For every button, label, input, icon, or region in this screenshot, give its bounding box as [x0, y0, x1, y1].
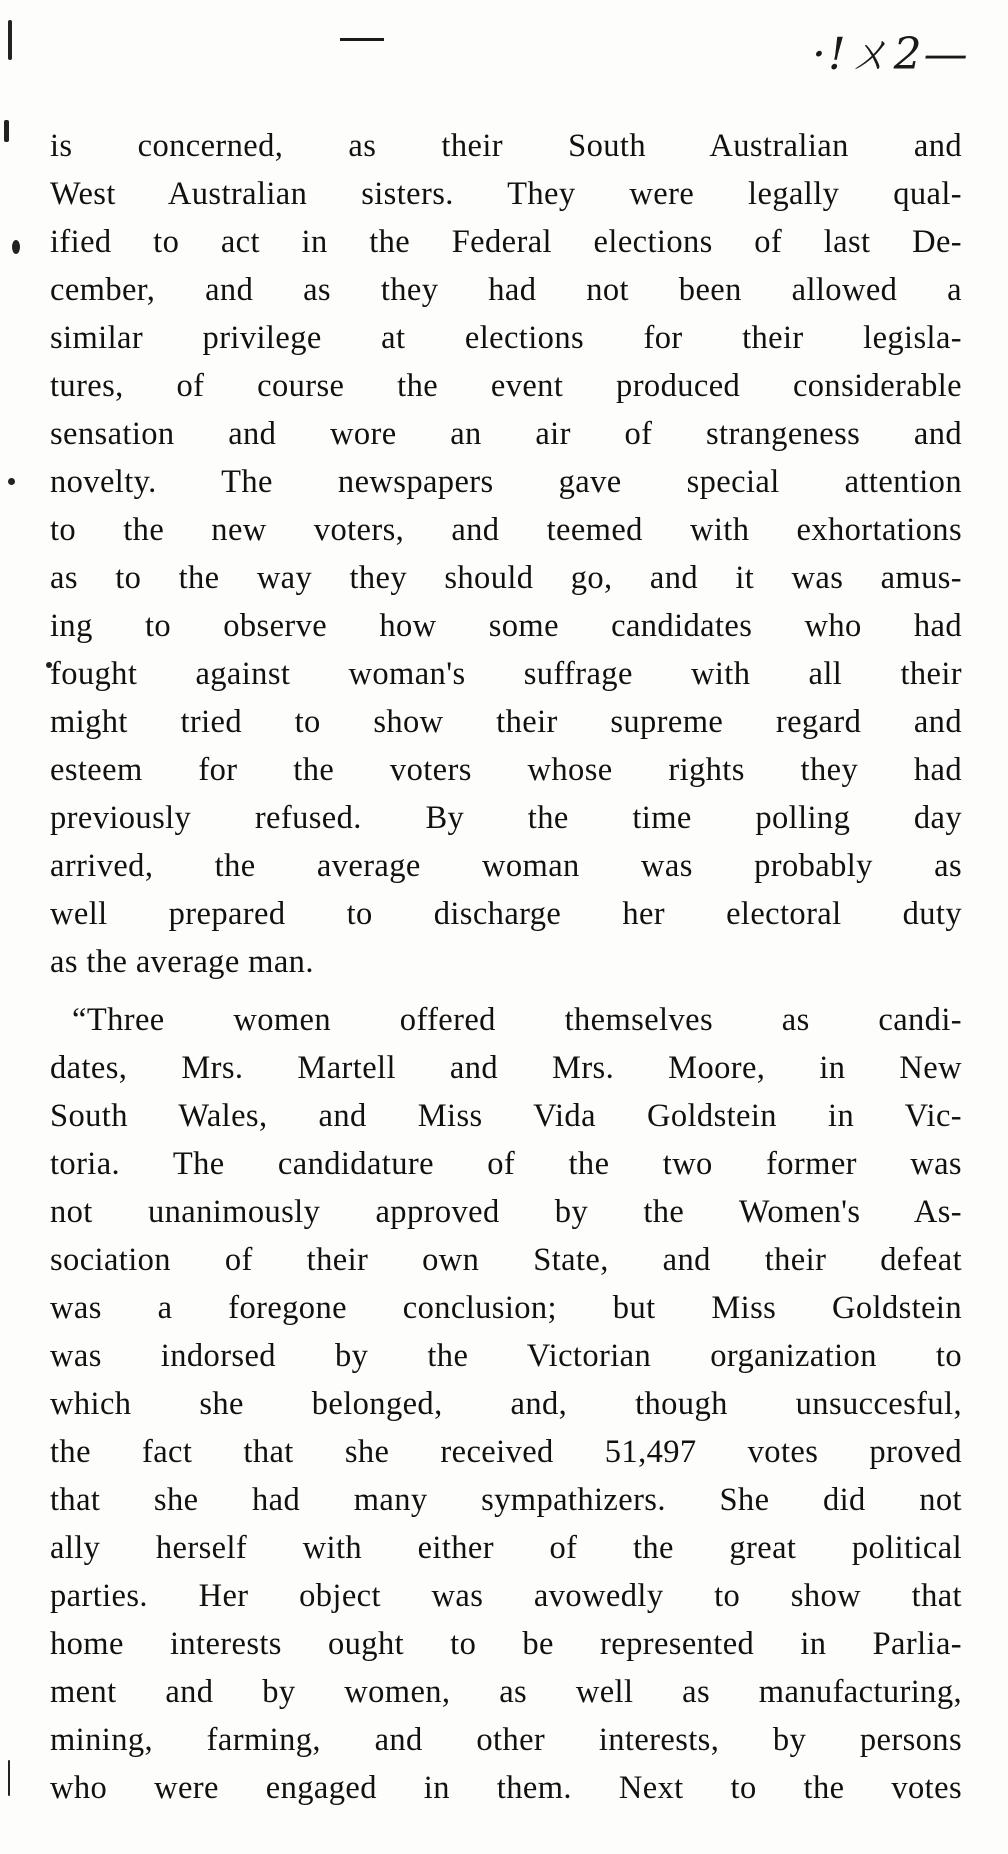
paragraph	[50, 122, 962, 986]
text-line: ment and by women, as well as manufacturing,	[50, 1674, 962, 1710]
text-line: “Three women offered themselves as candi-	[72, 1002, 962, 1038]
text-line: ally herself with either of the great political	[50, 1530, 962, 1566]
header-rule	[340, 38, 384, 41]
text-line: was indorsed by the Victorian organization to	[50, 1338, 962, 1374]
text-line: South Wales, and Miss Vida Goldstein in Vic-	[50, 1098, 962, 1134]
scan-speck	[8, 478, 15, 485]
text-line: is concerned, as their South Australian and	[50, 128, 962, 164]
text-line: tures, of course the event produced considerable	[50, 368, 962, 404]
text-line: esteem for the voters whose rights they had	[50, 752, 962, 788]
text-line: parties. Her object was avowedly to show that	[50, 1578, 962, 1614]
text-line: sensation and wore an air of strangeness and	[50, 416, 962, 452]
text-line: similar privilege at elections for their legisla-	[50, 320, 962, 356]
text-line: ing to observe how some candidates who had	[50, 608, 962, 644]
scan-speck	[8, 1760, 10, 1796]
text-line: was a foregone conclusion; but Miss Goldstein	[50, 1290, 962, 1326]
text-line: previously refused. By the time polling day	[50, 800, 962, 836]
text-line: toria. The candidature of the two former was	[50, 1146, 962, 1182]
text-line: mining, farming, and other interests, by persons	[50, 1722, 962, 1758]
text-line: well prepared to discharge her electoral duty	[50, 896, 962, 932]
text-line: arrived, the average woman was probably as	[50, 848, 962, 884]
text-line: as the average man.	[50, 944, 314, 980]
scan-speck	[8, 20, 12, 60]
text-line: home interests ought to be represented in Parlia-	[50, 1626, 962, 1662]
text-line: who were engaged in them. Next to the votes	[50, 1770, 962, 1806]
text-line: as to the way they should go, and it was amus-	[50, 560, 962, 596]
text-line: ified to act in the Federal elections of last De-	[50, 224, 962, 260]
text-line: novelty. The newspapers gave special attention	[50, 464, 962, 500]
page-number-mark: ·!ㄨ2—	[812, 29, 970, 80]
text-line: fought against woman's suffrage with all their	[50, 656, 962, 692]
scan-speck	[12, 240, 20, 254]
text-line: which she belonged, and, though unsuccesful,	[50, 1386, 962, 1422]
text-line: not unanimously approved by the Women's As-	[50, 1194, 962, 1230]
article-text	[50, 122, 962, 1812]
text-line: sociation of their own State, and their defeat	[50, 1242, 962, 1278]
text-line: West Australian sisters. They were legally qual-	[50, 176, 962, 212]
text-line: dates, Mrs. Martell and Mrs. Moore, in New	[50, 1050, 962, 1086]
text-line: the fact that she received 51,497 votes proved	[50, 1434, 962, 1470]
scan-speck	[4, 120, 9, 142]
text-line: that she had many sympathizers. She did not	[50, 1482, 962, 1518]
text-line: to the new voters, and teemed with exhortations	[50, 512, 962, 548]
text-line: cember, and as they had not been allowed a	[50, 272, 962, 308]
paragraph	[50, 996, 962, 1812]
text-line: might tried to show their supreme regard and	[50, 704, 962, 740]
